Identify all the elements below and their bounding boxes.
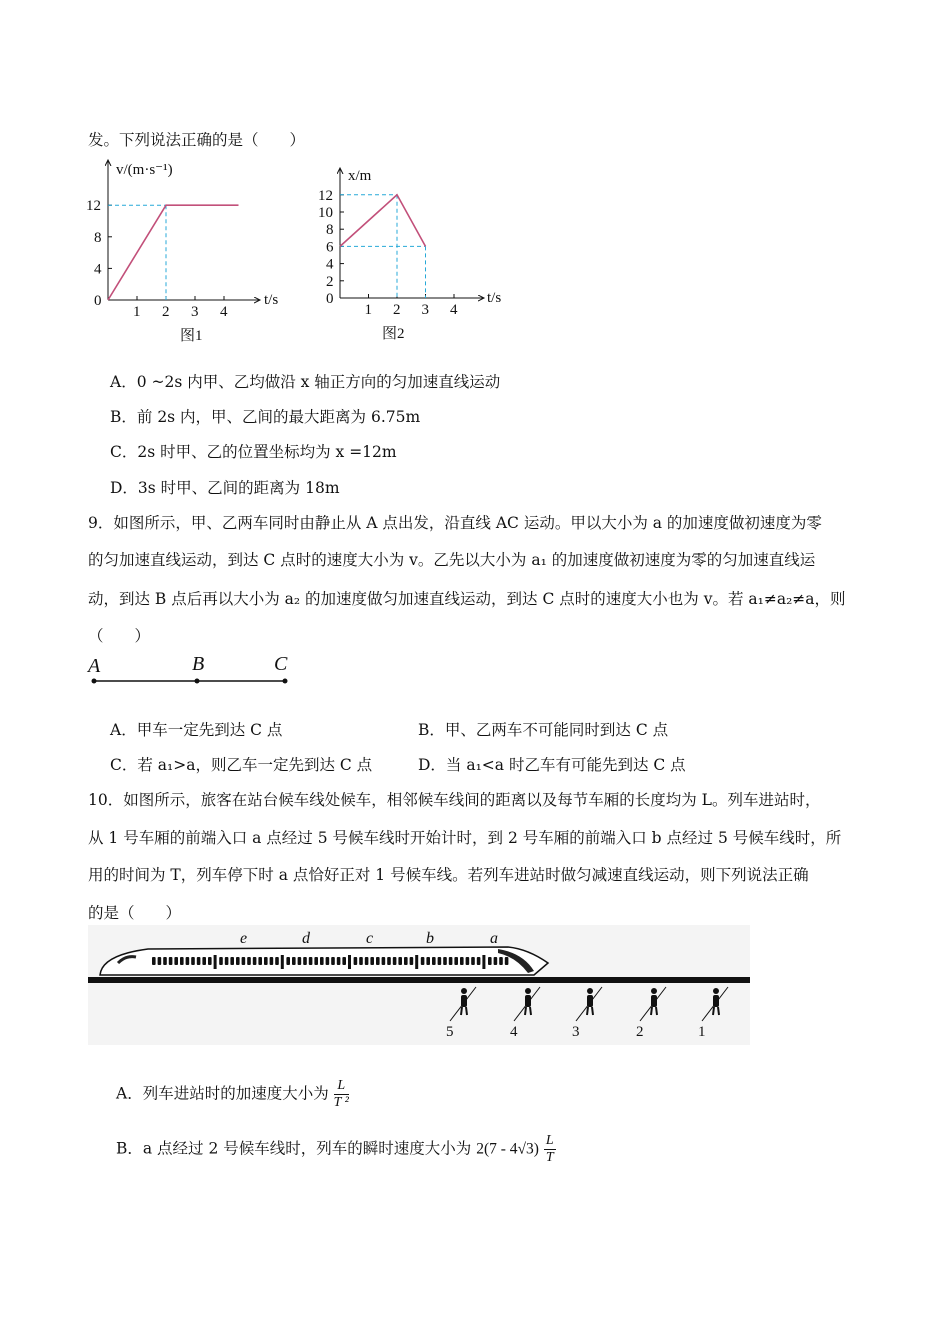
train-window [376,957,380,965]
q10-a-numerator: L [334,1078,349,1095]
q9-option-b: B．甲、乙两车不可能同时到达 C 点 [418,721,669,739]
fig2-y-tick-label: 0 [326,291,334,307]
q10-line-1: 10．如图所示，旅客在站台候车线处候车，相邻候车线间的距离以及每节车厢的长度均为 L。列车进站时， [88,791,821,809]
train-window [174,957,178,965]
train-window [505,957,509,965]
fig2-x-tick-label: 1 [364,302,372,318]
train-window [443,957,447,965]
passenger-body [713,995,719,1007]
passenger-leg [713,1007,714,1015]
train-window [314,957,318,965]
passenger-head [713,988,719,994]
train-window [286,957,290,965]
q10-line-3: 用的时间为 T，列车停下时 a 点恰好正对 1 号候车线。若列车进站时做匀减速直线运动，则下列说法正确 [88,866,809,884]
train-window [163,957,167,965]
train-window [438,957,442,965]
train-window [191,957,195,965]
train-window [365,957,369,965]
train-window [219,957,223,965]
train-window [225,957,229,965]
fig2-x-tick-label: 2 [393,302,401,318]
point-c-dot [283,679,288,684]
train-window [494,957,498,965]
fig2-xlabel: t/s [487,290,502,306]
passenger-body [525,995,531,1007]
train-window [208,957,212,965]
train-window [152,957,156,965]
train-window [331,957,335,965]
q10-a-denominator: T ² [333,1095,349,1110]
fig1-x-tick-label: 4 [220,304,228,320]
car-entrance-label: a [490,930,498,947]
passenger-body [587,995,593,1007]
q10-option-a-fraction [334,1078,349,1111]
waiting-line-number: 5 [446,1024,454,1040]
train-window [303,957,307,965]
train-window [421,957,425,965]
train-window [477,957,481,965]
q8-option-d: D．3s 时甲、乙间的距离为 18m [110,479,340,497]
passenger-leg [718,1007,719,1015]
train-door [348,955,351,969]
fig2-y-tick-label: 2 [326,273,334,290]
q9-segment-diagram [84,650,304,692]
point-c-label: C [274,653,288,675]
train-window [230,957,234,965]
train-window [488,957,492,965]
train-window [158,957,162,965]
train-window [404,957,408,965]
train-window [242,957,246,965]
train-platform-illustration [88,925,750,1045]
passenger-body [461,995,467,1007]
q10-line-2: 从 1 号车厢的前端入口 a 点经过 5 号候车线时开始计时，到 2 号车厢的前端入口 b 点经过 5 号候车线时，所 [88,829,842,847]
q10-b-denominator: T [545,1150,554,1165]
train-window [342,957,346,965]
passenger-leg [651,1007,652,1015]
car-entrance-label: e [240,930,248,947]
train-window [258,957,262,965]
passenger-leg [587,1007,588,1015]
fig2-series-line [340,195,426,247]
fig2-y-tick-label: 10 [318,205,333,221]
q9-option-d: D．当 a₁<a 时乙车有可能先到达 C 点 [418,756,686,774]
q10-option-b-text: B．a 点经过 2 号候车线时，列车的瞬时速度大小为 [116,1139,472,1158]
passenger-head [525,988,531,994]
train-door [482,955,485,969]
train-window [247,957,251,965]
fig1-y-tick-label: 8 [94,229,102,246]
passenger-leg [525,1007,526,1015]
q10-b-numerator: L [545,1133,554,1148]
passenger-head [461,988,467,994]
q10-option-a [116,1078,349,1111]
fig2-ylabel: x/m [348,168,372,184]
q9-line-1: 9．如图所示，甲、乙两车同时由静止从 A 点出发，沿直线 AC 运动。甲以大小为 a 的加速度做初速度为零 [88,514,822,532]
train-window [326,957,330,965]
point-a-dot [92,679,97,684]
train-window [309,957,313,965]
waiting-line-number: 4 [510,1024,518,1040]
fig2-x-tick-label: 4 [450,302,458,318]
train-window [180,957,184,965]
train-window [426,957,430,965]
train-window [460,957,464,965]
q10-line-4: 的是（ ） [88,904,182,922]
car-entrance-label: d [302,930,310,947]
train-body [100,947,548,975]
passenger-body [651,995,657,1007]
q9-line-2: 的匀加速直线运动，到达 C 点时的速度大小为 v。乙先以大小为 a₁ 的加速度做初速度为零的匀加速直线运 [88,551,816,569]
q10-option-b-fraction [544,1133,556,1166]
fig2-y-tick-label: 8 [326,222,334,239]
train-window [393,957,397,965]
train-window [197,957,201,965]
car-entrance-label: b [426,930,434,947]
fig2-y-tick-label: 6 [326,239,334,256]
q8-option-a: A．0 ~2s 内甲、乙均做沿 x 轴正方向的匀加速直线运动 [110,373,501,391]
train-window [202,957,206,965]
train-window [387,957,391,965]
train-window [236,957,240,965]
q8-option-c: C．2s 时甲、乙的位置坐标均为 x =12m [110,443,397,461]
fig2-y-tick-label: 12 [318,187,333,204]
train-window [466,957,470,965]
q10-option-b-expression: 2(7 - 4√3) [476,1140,539,1158]
train-window [253,957,257,965]
fig1-x-tick-label: 3 [191,304,199,320]
point-b-dot [195,679,200,684]
passenger-leg [466,1007,467,1015]
train-window [169,957,173,965]
train-window [454,957,458,965]
q10-option-b [116,1133,556,1166]
figure-1-vt-graph [80,152,300,352]
fig2-x-tick-label: 3 [421,302,429,318]
train-door [415,955,418,969]
train-window [270,957,274,965]
train-window [449,957,453,965]
point-b-label: B [192,653,205,675]
passenger-leg [592,1007,593,1015]
car-entrance-label: c [366,930,374,947]
fig2-caption: 图2 [382,326,405,342]
q9-option-c: C．若 a₁>a，则乙车一定先到达 C 点 [110,756,373,774]
train-window [264,957,268,965]
q9-line-4: （ ） [88,627,151,645]
fig1-caption: 图1 [180,328,203,344]
train-window [320,957,324,965]
train-window [382,957,386,965]
train-window [298,957,302,965]
passenger-leg [530,1007,531,1015]
passenger-head [651,988,657,994]
train-window [275,957,279,965]
q10-option-a-text: A．列车进站时的加速度大小为 [116,1084,329,1103]
figure-2-xt-graph [312,160,522,350]
fig1-y-tick-label: 4 [94,261,102,278]
train-window [354,957,358,965]
train-door [281,955,284,969]
fig1-ylabel: v/(m·s⁻¹) [116,162,173,178]
passenger-leg [656,1007,657,1015]
fig2-y-tick-label: 4 [326,256,334,273]
train-window [186,957,190,965]
train-window [410,957,414,965]
train-window [359,957,363,965]
fig1-xlabel: t/s [264,292,279,308]
fig1-x-tick-label: 1 [133,304,141,320]
passenger-head [587,988,593,994]
fig1-x-tick-label: 2 [162,304,170,320]
train-window [337,957,341,965]
passenger-leg [461,1007,462,1015]
waiting-line-number: 2 [636,1024,644,1040]
train-window [432,957,436,965]
train-door [214,955,217,969]
waiting-line-number: 1 [698,1024,706,1040]
q9-line-3: 动，到达 B 点后再以大小为 a₂ 的加速度做匀加速直线运动，到达 C 点时的速度大小也为 v。若 a₁≠a₂≠a，则 [88,590,846,608]
fig1-y-tick-label: 12 [86,198,101,215]
waiting-line-number: 3 [572,1024,580,1040]
q9-option-a: A．甲车一定先到达 C 点 [110,721,283,739]
train-window [398,957,402,965]
point-a-label: A [88,655,101,677]
train-window [499,957,503,965]
train-window [471,957,475,965]
fig1-y-tick-label: 0 [94,293,102,309]
intro-line: 发。下列说法正确的是（ ） [88,131,306,149]
train-window [292,957,296,965]
q8-option-b: B．前 2s 内，甲、乙间的最大距离为 6.75m [110,408,421,426]
train-window [370,957,374,965]
fig1-series-line [108,205,239,300]
